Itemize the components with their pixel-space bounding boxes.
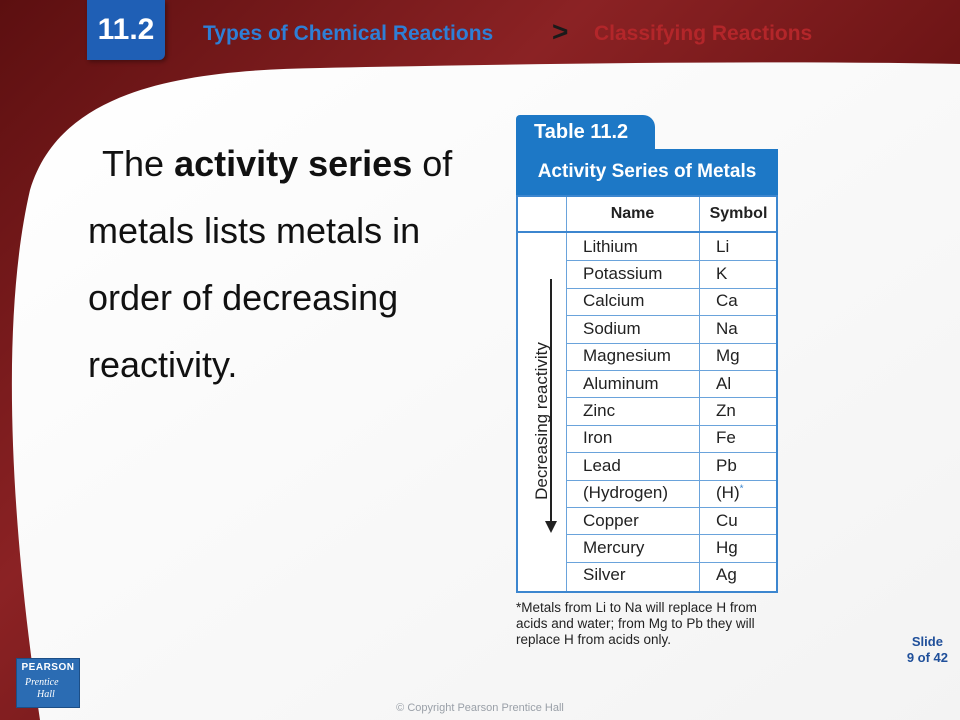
metal-name: Silver bbox=[583, 565, 626, 585]
metal-symbol bbox=[699, 456, 737, 476]
table-row bbox=[566, 507, 776, 534]
table-row bbox=[566, 480, 776, 507]
metal-symbol bbox=[699, 538, 738, 558]
metal-name: Magnesium bbox=[583, 346, 671, 366]
metal-name: Mercury bbox=[583, 538, 645, 558]
symbol-text: Fe bbox=[716, 428, 736, 448]
table-footnote: *Metals from Li to Na will replace H from acids and water; from Mg to Pb they will replace H from acids only. bbox=[516, 600, 757, 647]
symbol-text: Zn bbox=[716, 401, 736, 421]
logo-line: PEARSON bbox=[21, 662, 75, 673]
metal-symbol bbox=[699, 565, 737, 585]
table-row bbox=[566, 452, 776, 479]
symbol-text: Ag bbox=[716, 565, 737, 585]
publisher-logo bbox=[16, 658, 80, 708]
metal-name: (Hydrogen) bbox=[583, 483, 669, 503]
symbol-text: K bbox=[716, 264, 728, 284]
activity-series-table bbox=[516, 195, 778, 593]
metal-symbol bbox=[699, 346, 740, 366]
table-row bbox=[566, 370, 776, 397]
table-row bbox=[566, 343, 776, 370]
symbol-text: Hg bbox=[716, 538, 738, 558]
footnote-marker: * bbox=[739, 483, 744, 495]
chapter-title: Types of Chemical Reactions bbox=[203, 22, 494, 45]
metal-symbol bbox=[699, 374, 731, 394]
table-row bbox=[566, 562, 776, 589]
metal-name: Copper bbox=[583, 510, 639, 530]
copyright-notice: © Copyright Pearson Prentice Hall bbox=[396, 702, 564, 714]
metal-symbol bbox=[699, 483, 744, 503]
table-row bbox=[566, 288, 776, 315]
logo-line: Prentice bbox=[25, 677, 59, 688]
symbol-text: (H) bbox=[716, 483, 740, 503]
metal-symbol bbox=[699, 264, 727, 284]
table-row bbox=[566, 233, 776, 260]
column-header-name: Name bbox=[610, 205, 655, 222]
slide-number bbox=[907, 634, 948, 666]
symbol-text: Al bbox=[716, 373, 732, 393]
metal-name: Zinc bbox=[583, 401, 616, 421]
slide-label: Slide bbox=[911, 634, 943, 649]
metal-name: Calcium bbox=[583, 291, 645, 311]
metal-symbol bbox=[699, 511, 738, 531]
symbol-text: Li bbox=[716, 236, 730, 256]
section-badge: 11.2 bbox=[87, 0, 165, 60]
metal-name: Lithium bbox=[583, 236, 638, 256]
metal-name: Potassium bbox=[583, 264, 663, 284]
metal-name: Aluminum bbox=[583, 373, 659, 393]
table-row bbox=[566, 260, 776, 287]
metal-symbol bbox=[699, 237, 729, 257]
section-title: Classifying Reactions bbox=[594, 22, 813, 45]
metal-symbol bbox=[699, 291, 738, 311]
slide-count: 9 of 42 bbox=[906, 650, 948, 665]
symbol-text: Pb bbox=[716, 455, 737, 475]
symbol-text: Cu bbox=[716, 510, 738, 530]
table-tab-label: Table 11.2 bbox=[516, 115, 655, 149]
body-text-run: The bbox=[102, 143, 175, 184]
metal-symbol bbox=[699, 319, 738, 339]
metal-symbol bbox=[699, 401, 736, 421]
logo-line: Hall bbox=[37, 689, 55, 700]
metal-name: Sodium bbox=[583, 318, 641, 338]
body-line: reactivity. bbox=[88, 344, 238, 385]
table-row bbox=[566, 315, 776, 342]
symbol-text: Mg bbox=[716, 346, 740, 366]
symbol-text: Ca bbox=[716, 291, 738, 311]
reactivity-indicator bbox=[518, 231, 566, 591]
body-text bbox=[88, 130, 468, 398]
table-row bbox=[566, 534, 776, 561]
body-line bbox=[88, 130, 468, 197]
metal-name: Iron bbox=[583, 428, 613, 448]
metal-name: Lead bbox=[583, 455, 621, 475]
column-header-symbol: Symbol bbox=[709, 205, 768, 222]
metal-symbol bbox=[699, 428, 736, 448]
symbol-text: Na bbox=[716, 318, 738, 338]
table-row bbox=[566, 425, 776, 452]
body-emphasis: activity series bbox=[174, 143, 413, 184]
table-row bbox=[566, 397, 776, 424]
body-line: order of decreasing bbox=[88, 277, 399, 318]
side-label: Decreasing reactivity bbox=[532, 342, 551, 500]
breadcrumb-separator: > bbox=[552, 16, 569, 47]
body-text-run: of bbox=[412, 143, 453, 184]
table-heading: Activity Series of Metals bbox=[516, 149, 778, 195]
body-line: metals lists metals in bbox=[88, 210, 421, 251]
